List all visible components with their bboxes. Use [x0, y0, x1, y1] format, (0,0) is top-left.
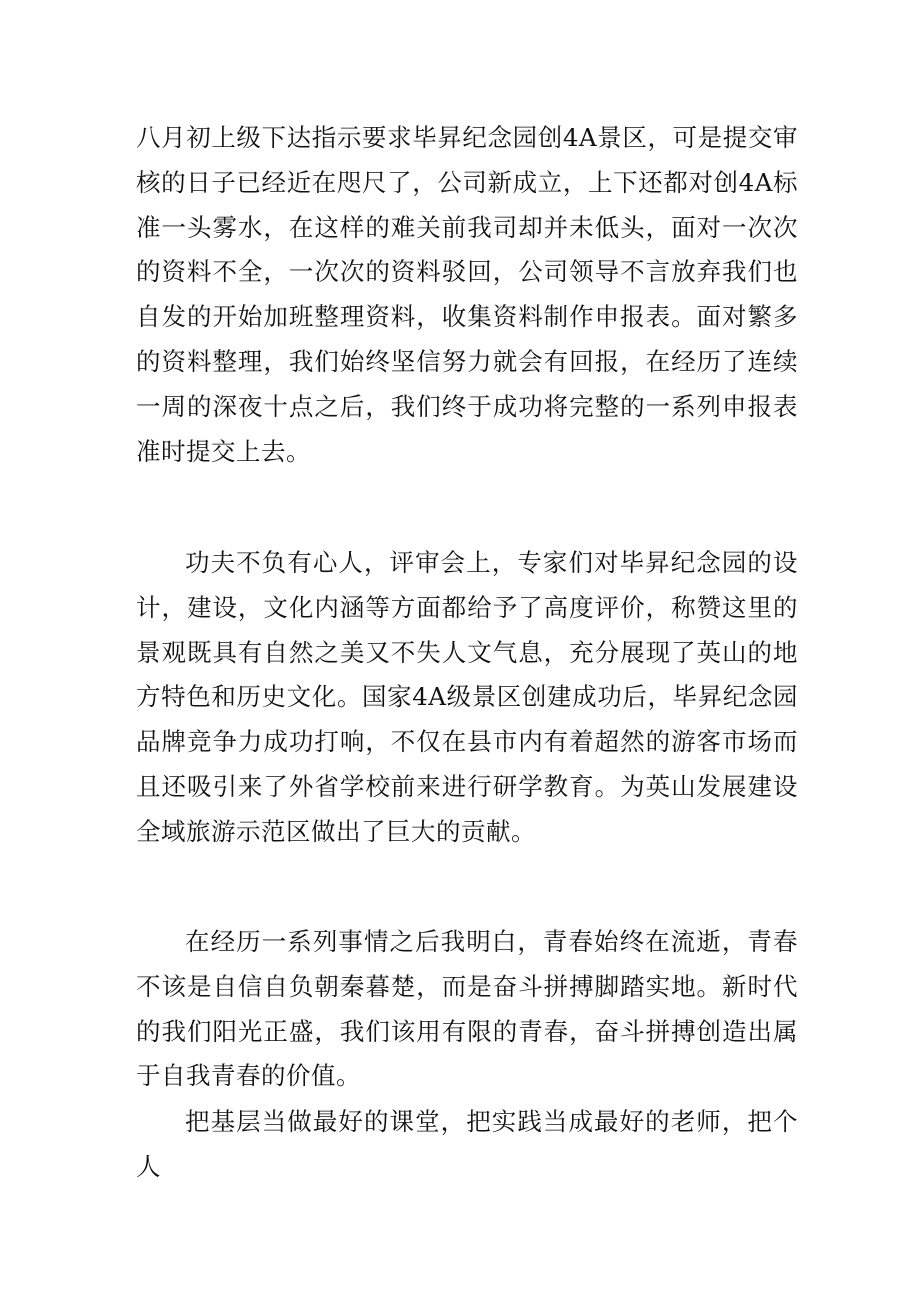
- body-paragraph: [136, 1100, 798, 1190]
- body-paragraph: [136, 116, 798, 474]
- paragraph-text: 把基层当做最好的课堂，把实践当成最好的老师，把个人: [136, 1107, 798, 1181]
- paragraph-text: 功夫不负有心人，评审会上，专家们对毕昇纪念园的设计，建设，文化内涵等方面都给予了高度评价，称赞这里的景观既具有自然之美又不失人文气息，充分展现了英山的地方特色和历史文化。国家4A级景区创建成功后，毕昇纪念园品牌竞争力成功打响，不仅在县市内有着超然的游客市场而且还吸引来了外省学校前来进行研学教育。为英山发展建设全域旅游示范区做出了巨大的贡献。: [136, 548, 798, 846]
- paragraph-text: 八月初上级下达指示要求毕昇纪念园创4A景区，可是提交审核的日子已经近在咫尺了，公司新成立，上下还都对创4A标准一头雾水，在这样的难关前我司却并未低头，面对一次次的资料不全，一次次的资料驳回，公司领导不言放弃我们也自发的开始加班整理资料，收集资料制作申报表。面对繁多的资料整理，我们始终坚信努力就会有回报，在经历了连续一周的深夜十点之后，我们终于成功将完整的一系列申报表准时提交上去。: [136, 123, 798, 466]
- body-paragraph: [136, 920, 798, 1099]
- paragraph-text: 在经历一系列事情之后我明白，青春始终在流逝，青春不该是自信自负朝秦暮楚，而是奋斗拼搏脚踏实地。新时代的我们阳光正盛，我们该用有限的青春，奋斗拼搏创造出属于自我青春的价值。: [136, 927, 798, 1091]
- body-paragraph: [136, 541, 798, 855]
